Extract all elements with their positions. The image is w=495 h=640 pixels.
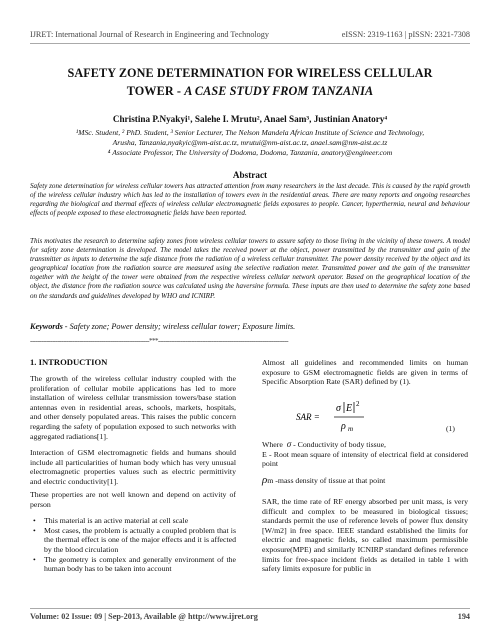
equation-lhs: SAR =: [296, 412, 320, 422]
affiliation-line3: ⁴ Associate Professor, The University of Dodoma, Dodoma, Tanzania, anatory@engineer.com: [107, 148, 393, 157]
sar-paragraph: Almost all guidelines and recommended limits on human exposure to GSM electromagnetic fields are given in terms of Specific Absorption Rate (SAR) defined by (1).: [262, 358, 468, 387]
equation-sigma: σ: [336, 403, 341, 414]
section-separator: -----------------------------------------------------------------***-----------------------------------------------------------------------: [30, 337, 289, 345]
header-divider: [30, 43, 470, 44]
properties-list: [30, 516, 236, 574]
keywords: [30, 322, 470, 331]
rho-definition: ρm -mass density of tissue at that point: [262, 474, 386, 486]
title-prefix: TOWER -: [126, 84, 185, 98]
sigma-definition: Where σ - Conductivity of body tissue,: [262, 439, 386, 449]
journal-header: [30, 30, 470, 39]
abstract-paragraph-1: Safety zone determination for wireless cellular towers has attracted attention from many researchers in the last decade. This is caused by the rapid growth of the wireless cellular industry which has led to the installation of towers even in the residential areas. There are many reports and ongoing researches regarding the biological and thermal effects of wireless cellular electromagnetic fields exposures to people. Cancer, hyperthermia, neural and behaviour effects of people exposed to these electromagnetic fields have been reported.: [30, 182, 470, 218]
where-label: Where: [262, 440, 283, 449]
sigma-definition-text: - Conductivity of body tissue,: [291, 440, 386, 449]
abstract-heading: Abstract: [232, 170, 268, 180]
page-footer: [30, 612, 470, 621]
affiliation-line2: Arusha, Tanzania,nyakyic@nm-aist.ac.tz, mrutui@nm-aist.ac.tz, anael.sam@nm-aist.ac.tz: [112, 138, 388, 147]
equation-m: m: [348, 425, 354, 433]
journal-header-title: IJRET: International Journal of Research in Engineering and Technology: [30, 30, 269, 39]
sar-measurement-paragraph: SAR, the time rate of RF energy absorbed per unit mass, is very difficult and complex to be measured in biological tissues; standards permit the use of reference levels of power flux density [W/m2] in free space. IEEE standard established the limits for electric and magnetic fields, so called maximum permissible exposure(MPE) and similarly ICNIRP standard defines reference limits for free-space incident fields as detailed in table 1 with safety limits exposure for public in: [262, 497, 468, 574]
paper-title-line1: SAFETY ZONE DETERMINATION FOR WIRELESS CELLULAR: [67, 66, 433, 80]
e-definition: E - Root mean square of intensity of electrical field at considered point: [262, 449, 468, 469]
rho-definition-text: m -mass density of tissue at that point: [267, 476, 386, 485]
author-list: Christina P.Nyakyi¹, Salehe I. Mrutu², Anael Sam³, Justinian Anatory⁴: [112, 114, 388, 124]
journal-header-issn: eISSN: 2319-1163 | pISSN: 2321-7308: [341, 30, 470, 39]
title-subtitle: A CASE STUDY FROM TANZANIA: [184, 84, 374, 98]
page-number: 194: [457, 612, 470, 621]
paper-title-line2: [30, 84, 470, 99]
list-item: • This material is an active material at cell scale: [30, 516, 236, 526]
equation-E: E: [346, 403, 353, 414]
list-item: • The geometry is complex and generally environment of the human body has to be taken into account: [30, 555, 236, 574]
intro-heading: 1. INTRODUCTION: [30, 357, 108, 367]
intro-paragraph-2: Interaction of GSM electromagnetic fields and humans should include all particularities of human body which has very unusual electromagnetic properties values such as electric permittivity and electric conductivity[1].: [30, 448, 236, 486]
affiliation-line1: ¹MSc. Student, ² PhD. Student, ³ Senior Lecturer, The Nelson Mandela African Institute of Science and Technology,: [75, 128, 425, 137]
equation-rho: ρ: [341, 421, 346, 432]
footer-divider: [30, 608, 470, 609]
equation-exponent: 2: [356, 400, 360, 408]
abstract-paragraph-2: This motivates the research to determine safety zones from wireless cellular towers to assure safety to those living in the vicinity of these towers. A model for safety zone determination is developed. The model takes the received power at the object, power transmitted by the transmitter and gain of the transmitter as inputs to determine the safe distance from the radiation of a wireless cellular transmitter. The power density received by the object and its geographical location from the radiation source are measured using the selective radiation meter. Transmitted power and the gain of the transmitter together with the height of the tower were obtained from the respective wireless cellular network operator. Based on the geographical location of the object, the distance from the radiation source was calculated using the haversine formula. These inputs are then used to determine the safety zone based on the standards and guidelines developed by WHO and ICNIRP.: [30, 237, 470, 300]
keywords-text: - Safety zone; Power density; wireless cellular tower; Exposure limits.: [62, 322, 296, 331]
sar-equation: [296, 398, 416, 434]
equation-number: (1): [446, 424, 455, 433]
intro-paragraph-3-text: These properties are not well known and depend on activity of person: [30, 490, 236, 509]
footer-volume: Volume: 02 Issue: 09 | Sep-2013, Available @ http://www.ijret.org: [30, 612, 258, 621]
intro-paragraph-1: The growth of the wireless cellular industry coupled with the proliferation of cellular mobile applications has led to more installation of wireless cellular transmission towers/base station antennas even in residential areas, schools, markets, hospitals, and other densely populated areas. This raises the public concern regarding the safety of population exposed to such networks with aggregated radiations[1].: [30, 374, 236, 441]
list-item: • Most cases, the problem is actually a coupled problem that is the thermal effect is one of the major effects and it is affected by the blood circulation: [30, 526, 236, 555]
intro-paragraph-3: [30, 490, 236, 574]
keywords-label: Keywords: [30, 322, 63, 331]
equation-definitions: [262, 440, 468, 469]
